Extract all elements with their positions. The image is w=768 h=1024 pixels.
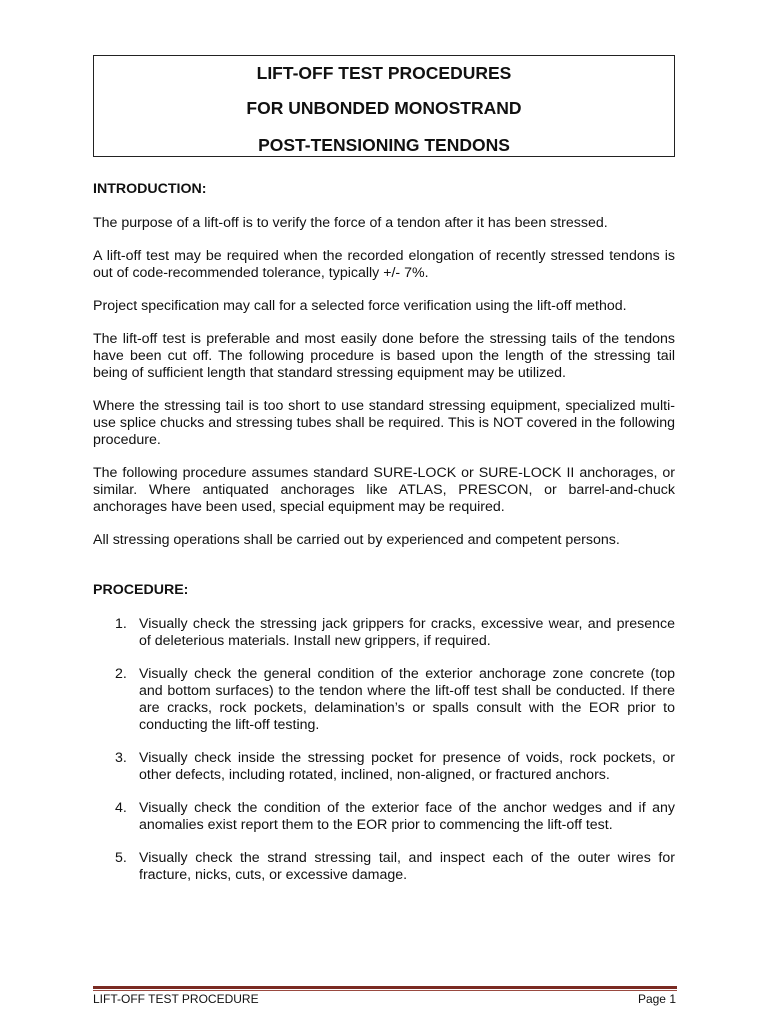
procedure-step bbox=[93, 800, 675, 834]
step-number: 4. bbox=[115, 800, 127, 816]
procedure-step bbox=[93, 750, 675, 784]
intro-paragraph: Project specification may call for a selected force verification using the lift-off method. bbox=[93, 298, 627, 314]
step-number: 3. bbox=[115, 750, 127, 766]
title-line-2: FOR UNBONDED MONOSTRAND bbox=[246, 98, 522, 118]
procedure-step bbox=[93, 666, 675, 734]
procedure-list bbox=[93, 616, 675, 884]
title-line-1: LIFT-OFF TEST PROCEDURES bbox=[256, 63, 512, 83]
procedure-step bbox=[93, 850, 675, 884]
intro-paragraph: The following procedure assumes standard SURE-LOCK or SURE-LOCK II anchorages, or similar. Where antiquated anchorages like ATLAS, PRESCON, or barrel-and-chuck anchorages have been used, special equipment may be required. bbox=[93, 465, 675, 515]
step-number: 1. bbox=[115, 616, 127, 632]
footer-page-number: Page 1 bbox=[637, 992, 676, 1006]
intro-paragraph: The purpose of a lift-off is to verify the force of a tendon after it has been stressed. bbox=[93, 215, 608, 231]
intro-paragraph: The lift-off test is preferable and most easily done before the stressing tails of the tendons have been cut off. The following procedure is based upon the length of the stressing tail being of sufficient length that standard stressing equipment may be utilized. bbox=[93, 331, 675, 381]
step-text: Visually check the strand stressing tail, and inspect each of the outer wires for fracture, nicks, cuts, or excessive damage. bbox=[139, 850, 675, 883]
procedure-step bbox=[93, 616, 675, 650]
step-number: 2. bbox=[115, 666, 127, 682]
step-text: Visually check the general condition of the exterior anchorage zone concrete (top and bottom surfaces) to the tendon where the lift-off test shall be conducted. If there are cracks, rock pockets, delamination’s or spalls consult with the EOR prior to conducting the lift-off testing. bbox=[139, 666, 675, 733]
footer-rule bbox=[93, 986, 677, 989]
intro-paragraph: All stressing operations shall be carried out by experienced and competent persons. bbox=[93, 532, 620, 548]
step-number: 5. bbox=[115, 850, 127, 866]
procedure-heading: PROCEDURE: bbox=[93, 582, 189, 598]
document-body bbox=[93, 181, 675, 884]
footer-rule-thin bbox=[93, 990, 677, 991]
title-box bbox=[93, 55, 675, 157]
title-line-3: POST-TENSIONING TENDONS bbox=[258, 135, 510, 155]
step-text: Visually check the stressing jack grippers for cracks, excessive wear, and presence of deleterious materials. Install new grippers, if required. bbox=[139, 616, 675, 649]
intro-paragraph: A lift-off test may be required when the recorded elongation of recently stressed tendons is out of code-recommended tolerance, typically +/- 7%. bbox=[93, 248, 675, 281]
step-text: Visually check the condition of the exterior face of the anchor wedges and if any anomalies exist report them to the EOR prior to commencing the lift-off test. bbox=[139, 800, 675, 833]
step-text: Visually check inside the stressing pocket for presence of voids, rock pockets, or other defects, including rotated, inclined, non-aligned, or fractured anchors. bbox=[139, 750, 675, 783]
introduction-heading: INTRODUCTION: bbox=[93, 181, 207, 197]
footer-document-title: LIFT-OFF TEST PROCEDURE bbox=[93, 992, 259, 1006]
intro-paragraph: Where the stressing tail is too short to use standard stressing equipment, specialized multi-use splice chucks and stressing tubes shall be required. This is NOT covered in the following procedure. bbox=[93, 398, 675, 448]
